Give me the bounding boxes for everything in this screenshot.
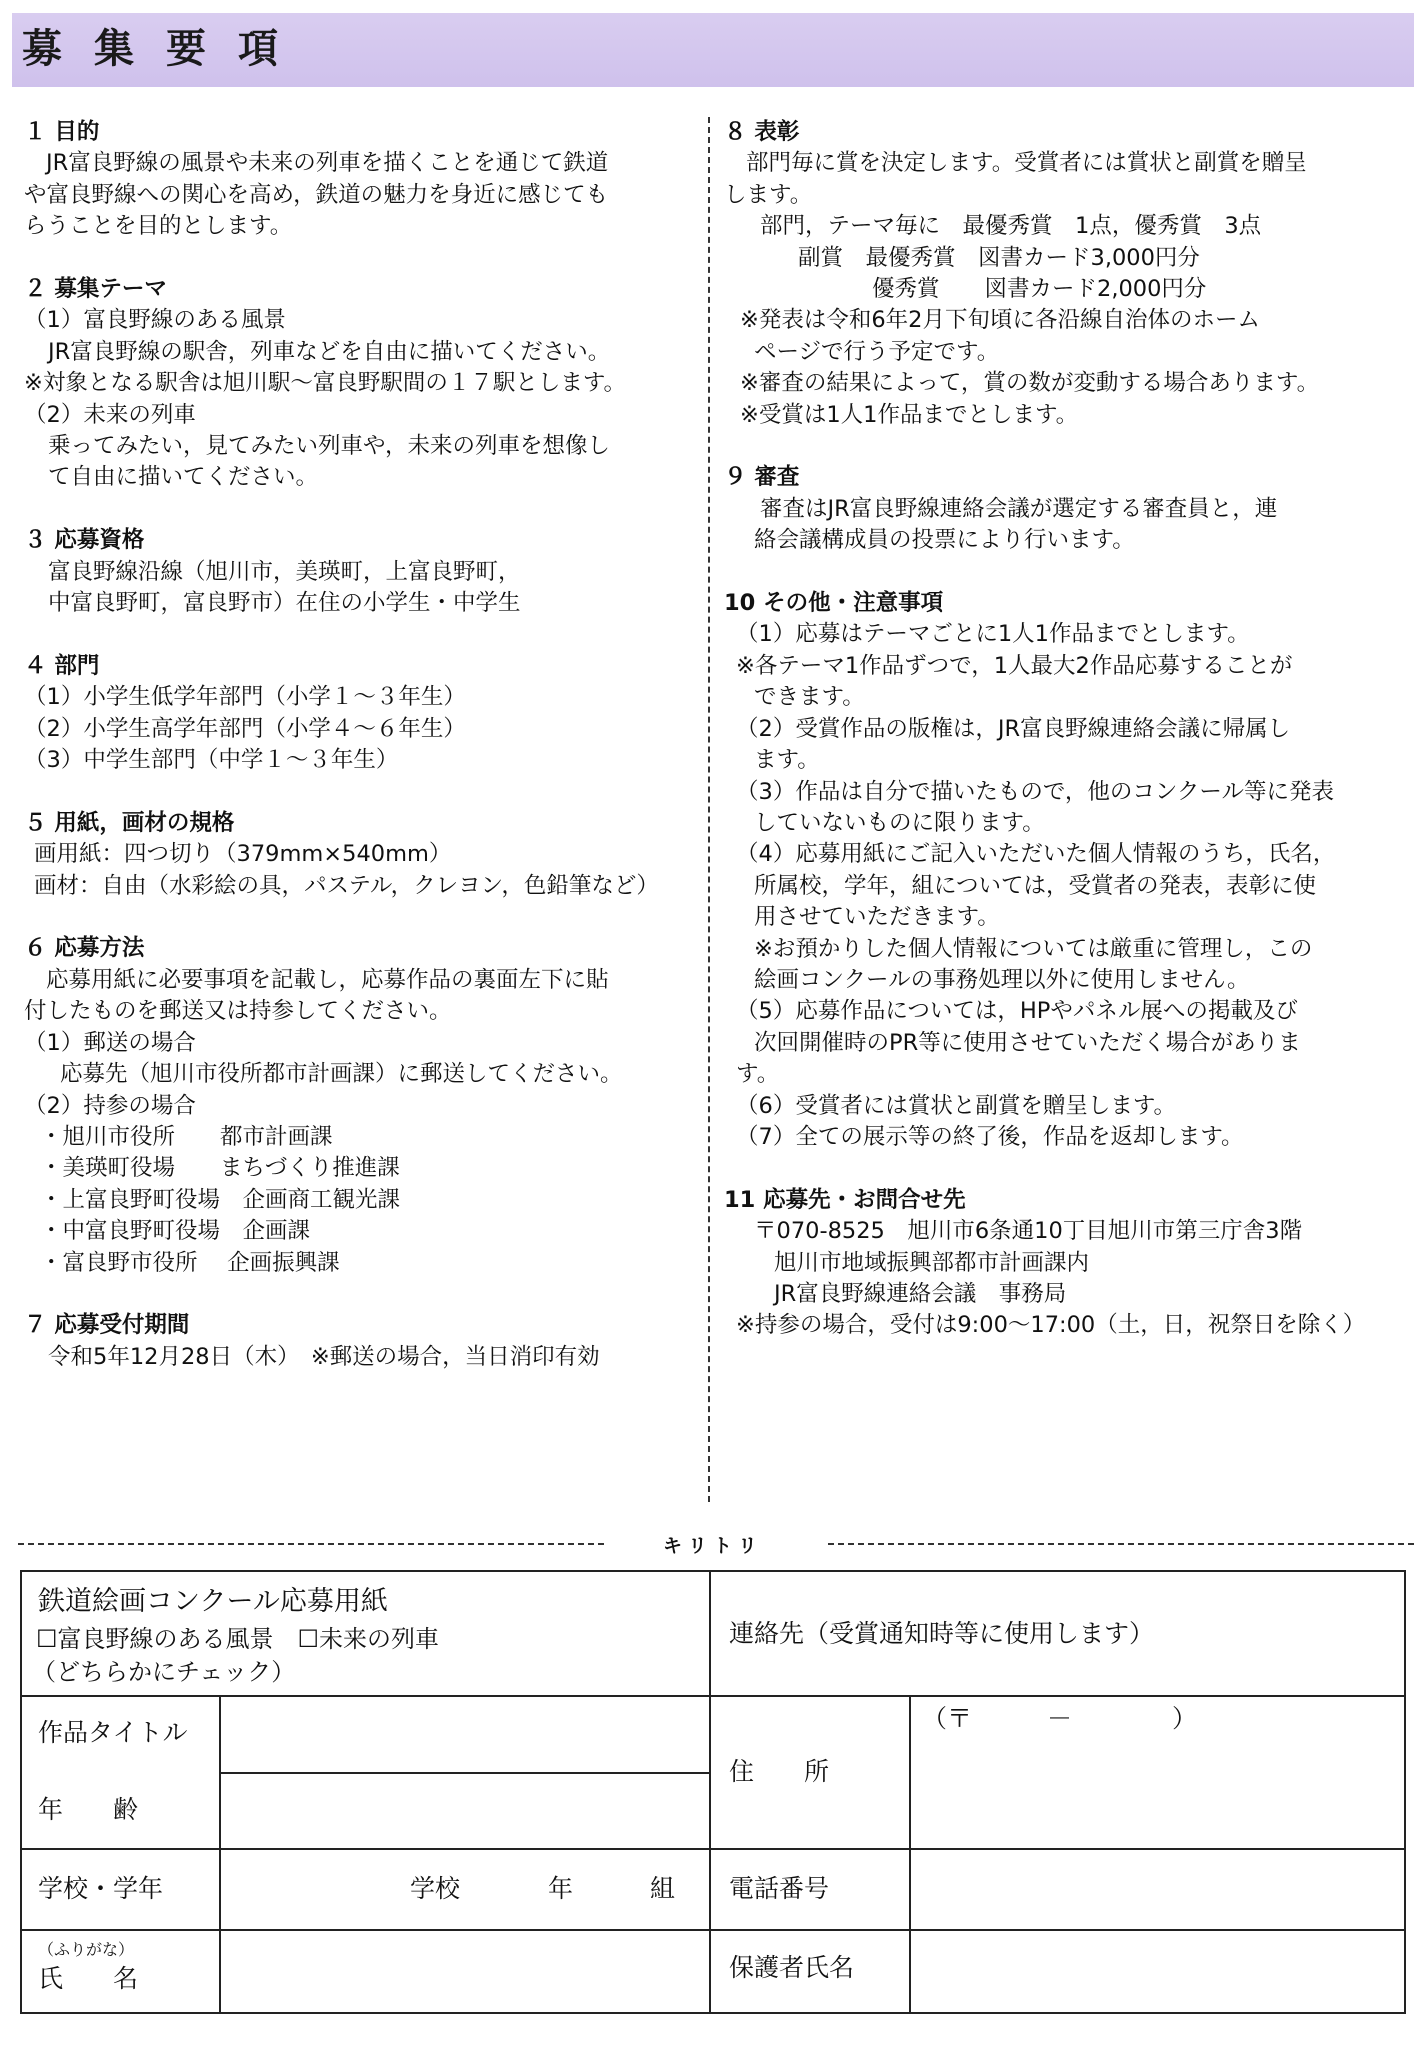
section-line: ます。	[754, 747, 820, 774]
section-gap	[24, 902, 684, 933]
form-divider-center	[709, 1572, 711, 2012]
section-left-2	[24, 274, 684, 494]
section-left-5	[24, 808, 684, 902]
section-line: JR富良野線の駅舎，列車などを自由に描いてください。	[48, 338, 611, 365]
section-line: （7）全ての展示等の終了後，作品を返却します。	[736, 1123, 1244, 1150]
section-line: ※受賞は1人1作品までとします。	[740, 401, 1079, 428]
section-line: できます。	[754, 684, 865, 711]
section-line: 応募用紙に必要事項を記載し，応募作品の裏面左下に貼	[46, 966, 609, 993]
section-line: 中富良野町，富良野市）在住の小学生・中学生	[48, 590, 521, 617]
section-title: 11 応募先・お問合せ先	[724, 1186, 966, 1213]
form-title: 鉄道絵画コンクール応募用紙	[38, 1586, 388, 1617]
section-line: （1）郵送の場合	[24, 1029, 196, 1056]
section-line: 旭川市地域振興部都市計画課内	[774, 1249, 1090, 1276]
section-left-3	[24, 525, 684, 619]
section-line: 次回開催時のPR等に使用させていただく場合がありま	[754, 1029, 1301, 1056]
left-column	[24, 117, 684, 1373]
address-field[interactable]	[912, 1698, 1402, 1846]
section-right-4	[724, 1185, 1412, 1342]
section-title: ９ 審査	[724, 464, 800, 491]
cut-dash-left	[18, 1543, 604, 1545]
grade-suffix: 年	[548, 1874, 574, 1903]
section-line: （1）富良野線のある風景	[24, 307, 286, 334]
theme-note: （どちらかにチェック）	[32, 1658, 296, 1686]
form-row-line	[22, 1848, 1404, 1850]
section-line: 用させていただきます。	[754, 904, 1000, 931]
section-line: や富良野線への関心を高め，鉄道の魅力を身近に感じても	[24, 181, 609, 208]
section-gap	[24, 1279, 684, 1310]
section-line: します。	[724, 181, 813, 208]
section-gap	[724, 431, 1412, 462]
school-label: 学校・学年	[38, 1874, 164, 1903]
postal-placeholder: （〒 － ）	[922, 1704, 1198, 1733]
section-line: （6）受賞者には賞状と副賞を贈呈します。	[736, 1092, 1177, 1119]
form-row-line	[219, 1772, 709, 1774]
section-title: ３ 応募資格	[24, 527, 145, 554]
section-gap	[724, 1153, 1412, 1184]
section-gap	[24, 619, 684, 650]
section-title: ８ 表彰	[724, 119, 800, 145]
age-field[interactable]	[222, 1775, 706, 1846]
section-line: 乗ってみたい，見てみたい列車や，未来の列車を想像し	[48, 433, 611, 460]
section-gap	[24, 776, 684, 807]
section-left-6	[24, 933, 684, 1278]
cut-label: キリトリ	[662, 1535, 763, 1557]
section-left-7	[24, 1310, 684, 1373]
school-suffix: 学校	[410, 1874, 461, 1903]
section-title: ４ 部門	[24, 652, 100, 679]
phone-field[interactable]	[912, 1851, 1402, 1927]
name-field[interactable]	[222, 1932, 706, 2010]
section-line: （2）持参の場合	[24, 1092, 196, 1119]
cut-line	[18, 1534, 1414, 1557]
section-line: （2）未来の列車	[24, 401, 196, 428]
right-column	[724, 117, 1412, 1342]
class-suffix: 組	[650, 1874, 676, 1903]
section-line: らうことを目的とします。	[24, 213, 293, 240]
section-line: していないものに限ります。	[754, 809, 1045, 836]
section-line: （3）作品は自分で描いたもので，他のコンクール等に発表	[736, 778, 1334, 805]
column-divider	[708, 117, 710, 1502]
section-line: ※発表は令和6年2月下旬頃に各沿線自治体のホーム	[740, 307, 1260, 334]
section-left-4	[24, 651, 684, 777]
theme-checkboxes[interactable]: ☐富良野線のある風景 ☐未来の列車	[36, 1625, 440, 1653]
work-title-field[interactable]	[222, 1698, 706, 1770]
age-label: 年 齢	[38, 1795, 139, 1824]
contact-label: 連絡先（受賞通知時等に使用します）	[729, 1619, 1155, 1648]
section-line: 富良野線沿線（旭川市，美瑛町，上富良野町，	[48, 558, 521, 585]
guardian-label: 保護者氏名	[729, 1953, 855, 1982]
section-line: 絡会議構成員の投票により行います。	[754, 527, 1135, 554]
entry-form	[20, 1570, 1406, 2014]
section-title: ６ 応募方法	[24, 935, 145, 962]
section-title: ２ 募集テーマ	[24, 276, 167, 303]
section-line: 所属校，学年，組については，受賞者の発表，表彰に使	[754, 872, 1317, 899]
cut-dash-right	[828, 1543, 1414, 1545]
section-line: ・美瑛町役場 まちづくり推進課	[40, 1155, 400, 1182]
section-title: １ 目的	[24, 119, 100, 145]
section-line: （1）応募はテーマごとに1人1作品までとします。	[736, 621, 1250, 648]
section-line: ※各テーマ1作品ずつで，1人最大2作品応募することが	[736, 652, 1293, 679]
section-line: 副賞 最優秀賞 図書カード3,000円分	[798, 244, 1200, 271]
section-line: （2）受賞作品の版権は，JR富良野線連絡会議に帰属し	[736, 715, 1291, 742]
section-gap	[24, 243, 684, 274]
section-line: ・旭川市役所 都市計画課	[40, 1123, 333, 1150]
work-title-label: 作品タイトル	[38, 1718, 188, 1747]
section-line: ※審査の結果によって，賞の数が変動する場合あります。	[740, 370, 1320, 397]
form-row-line	[22, 1929, 1404, 1931]
page-header	[12, 13, 1414, 87]
section-line: 絵画コンクールの事務処理以外に使用しません。	[754, 966, 1250, 993]
section-line: 優秀賞 図書カード2,000円分	[872, 276, 1207, 303]
section-right-3	[724, 588, 1412, 1153]
section-gap	[24, 494, 684, 525]
guardian-field[interactable]	[912, 1932, 1402, 2010]
section-line: JR富良野線連絡会議 事務局	[774, 1280, 1067, 1307]
section-line: ※お預かりした個人情報については厳重に管理し，この	[754, 935, 1313, 962]
section-line: （4）応募用紙にご記入いただいた個人情報のうち，氏名，	[736, 841, 1336, 868]
section-line: （3）中学生部門（中学１～３年生）	[24, 747, 399, 774]
section-line: （5）応募作品については，HPやパネル展への掲載及び	[736, 998, 1298, 1025]
furigana-label: （ふりがな）	[38, 1940, 135, 1959]
form-row-line	[22, 1695, 1404, 1697]
section-line: 画用紙：四つ切り（379mm×540mm）	[34, 841, 452, 868]
section-line: ページで行う予定です。	[754, 338, 1000, 365]
section-line: 応募先（旭川市役所都市計画課）に郵送してください。	[60, 1061, 623, 1088]
section-line: 付したものを郵送又は持参してください。	[24, 998, 452, 1025]
section-title: ５ 用紙，画材の規格	[24, 809, 235, 836]
section-left-1	[24, 117, 684, 243]
form-divider-left	[219, 1695, 221, 2012]
page-title: 募集要項	[22, 26, 310, 72]
section-line: て自由に描いてください。	[48, 464, 319, 491]
section-title: 10 その他・注意事項	[724, 590, 944, 617]
section-line: （1）小学生低学年部門（小学１～３年生）	[24, 684, 466, 711]
section-line: 令和5年12月28日（木） ※郵送の場合，当日消印有効	[48, 1343, 600, 1370]
section-line: （2）小学生高学年部門（小学４～６年生）	[24, 715, 466, 742]
section-line: 画材：自由（水彩絵の具，パステル，クレヨン，色鉛筆など）	[34, 872, 659, 899]
form-divider-right	[909, 1695, 911, 2012]
section-line: ※対象となる駅舎は旭川駅～富良野駅間の１７駅とします。	[24, 370, 627, 397]
section-line: す。	[736, 1061, 780, 1088]
phone-label: 電話番号	[729, 1874, 830, 1903]
section-line: 〒070-8525 旭川市6条通10丁目旭川市第三庁舎3階	[754, 1218, 1303, 1245]
section-line: 部門，テーマ毎に 最優秀賞 1点，優秀賞 3点	[760, 213, 1262, 240]
section-line: ・中富良野町役場 企画課	[40, 1218, 311, 1245]
section-line: 審査はJR富良野線連絡会議が選定する審査員と，連	[760, 495, 1278, 522]
section-right-2	[724, 462, 1412, 556]
section-line: ・上富良野町役場 企画商工観光課	[40, 1186, 401, 1213]
section-line: 部門毎に賞を決定します。受賞者には賞状と副賞を贈呈	[746, 150, 1307, 177]
section-line: ・富良野市役所 企画振興課	[40, 1249, 340, 1276]
section-gap	[724, 557, 1412, 588]
section-title: ７ 応募受付期間	[24, 1312, 190, 1339]
name-label: 氏 名	[38, 1964, 139, 1993]
section-line: ※持参の場合，受付は9:00～17:00（土，日，祝祭日を除く）	[736, 1312, 1366, 1339]
section-right-1	[724, 117, 1412, 431]
section-line: JR富良野線の風景や未来の列車を描くことを通じて鉄道	[46, 150, 609, 177]
address-label: 住 所	[729, 1757, 830, 1786]
